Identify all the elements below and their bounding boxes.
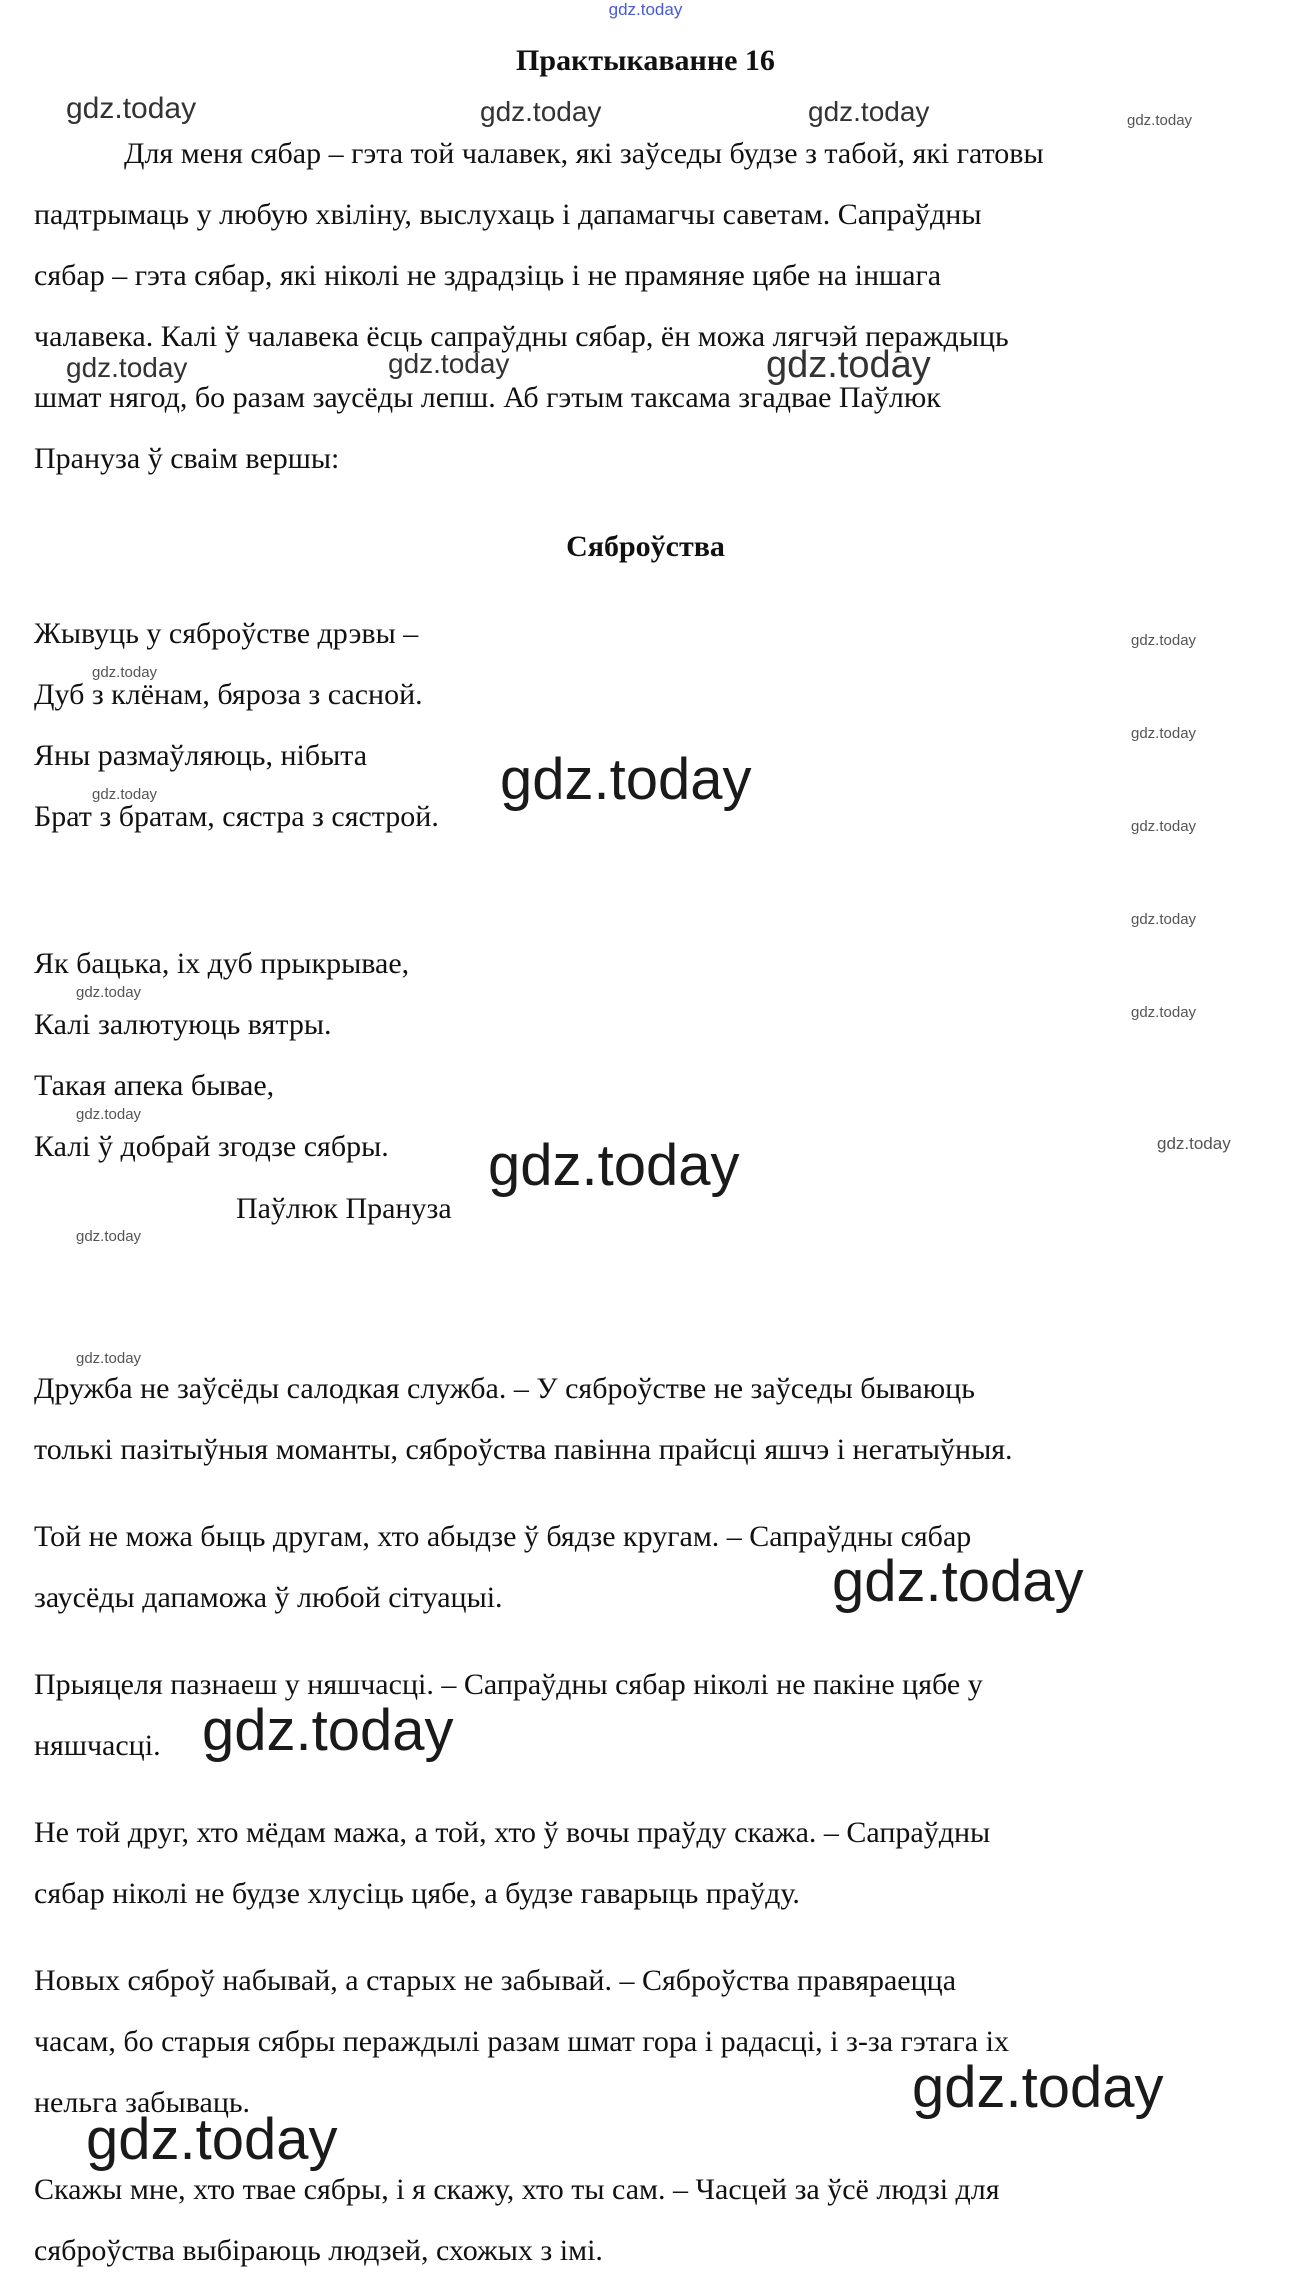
- intro-line: чалавека. Калі ў чалавека ёсць сапраўдны сябар, ён можа лягчэй пераждыць: [34, 320, 1009, 353]
- paragraph-line: заусёды дапаможа ў любой сітуацыі.: [34, 1581, 503, 1614]
- site-watermark-header: gdz.today: [608, 0, 683, 19]
- paragraph-line: сябар ніколі не будзе хлусіць цябе, а будзе гаварыць праўду.: [34, 1877, 800, 1910]
- paragraph-line: Не той друг, хто мёдам мажа, а той, хто ў вочы праўду скажа. – Сапраўдны: [34, 1816, 991, 1849]
- paragraph-line: няшчасці.: [34, 1729, 161, 1762]
- poem-author: Паўлюк Пранузa: [236, 1192, 452, 1225]
- proverb-paragraph: [34, 2159, 1254, 2281]
- poem-line: Дуб з клёнам, бяроза з сасной.: [34, 678, 423, 711]
- watermark-text: gdz.today: [1131, 725, 1197, 742]
- intro-line: сябар – гэта сябар, які ніколі не здрадзіць і не прамяняе цябе на іншага: [34, 259, 942, 292]
- poem-line: Як бацька, іх дуб прыкрывае,: [34, 947, 410, 980]
- intro-line: падтрымаць у любую хвіліну, выслухаць і дапамагчы саветам. Сапраўдны: [34, 198, 982, 231]
- watermark-text: gdz.today: [76, 1106, 142, 1123]
- poem-line: Калі залютуюць вятры.: [34, 1008, 332, 1041]
- watermark-text: gdz.today: [76, 984, 142, 1001]
- poem-line: Калі ў добрай згодзе сябры.: [34, 1130, 389, 1163]
- watermark-text: gdz.today: [92, 786, 158, 803]
- poem-line: Яны размаўляюць, нібыта: [34, 739, 368, 772]
- watermark-text: gdz.today: [66, 352, 188, 383]
- watermark-text: gdz.today: [202, 1698, 454, 1763]
- watermark-text: gdz.today: [912, 2055, 1164, 2120]
- paragraph-line: нельга забываць.: [34, 2086, 251, 2119]
- watermark-text: gdz.today: [66, 92, 197, 125]
- poem-title: Сяброўства: [566, 530, 725, 563]
- watermark-text: gdz.today: [1131, 1004, 1197, 1021]
- poem-line: Жывуць у сяброўстве дрэвы –: [34, 617, 419, 650]
- watermark-text: gdz.today: [388, 348, 510, 379]
- watermark-text: gdz.today: [766, 344, 931, 386]
- watermark-text: gdz.today: [1131, 818, 1197, 835]
- watermark-text: gdz.today: [1131, 632, 1197, 649]
- watermark-text: gdz.today: [500, 747, 752, 812]
- watermark-text: gdz.today: [92, 664, 158, 681]
- poem-line: Брат з братам, сястра з сястрой.: [34, 800, 439, 833]
- watermark-text: gdz.today: [832, 1549, 1084, 1614]
- watermark-text: gdz.today: [86, 2107, 338, 2172]
- intro-line: Для меня сябар – гэта той чалавек, які заўседы будзе з табой, які гатовы: [124, 137, 1044, 170]
- paragraph-line: сяброўства выбіраюць людзей, схожых з імі.: [34, 2234, 603, 2267]
- watermark-text: gdz.today: [1131, 911, 1197, 928]
- poem-line: Такая апека бывае,: [34, 1069, 275, 1102]
- watermark-text: gdz.today: [480, 96, 602, 127]
- paragraph-line: Прыяцеля пазнаеш у няшчасці. – Сапраўдны сябар ніколі не пакіне цябе у: [34, 1668, 983, 1701]
- paragraph-line: Скажы мне, хто твае сябры, і я скажу, хто ты сам. – Часцей за ўсё людзі для: [34, 2173, 1000, 2206]
- exercise-title: Практыкаванне 16: [516, 44, 775, 77]
- paragraph-line: часам, бо старыя сябры пераждылі разам шмат гора і радасці, і з-за гэтага іх: [34, 2025, 1009, 2058]
- proverb-paragraph: [34, 1358, 1254, 1480]
- paragraph-line: Новых сяброў набывай, а старых не забывай. – Сяброўства правяраецца: [34, 1964, 957, 1997]
- proverb-paragraph: [34, 1802, 1254, 1924]
- intro-paragraph: [34, 123, 1234, 489]
- paragraph-line: Той не можа быць другам, хто абыдзе ў бядзе кругам. – Сапраўдны сябар: [34, 1520, 972, 1553]
- watermark-text: gdz.today: [76, 1350, 142, 1367]
- intro-line: шмат нягод, бо разам заусёды лепш. Аб гэтым таксама згадвае Паўлюк: [34, 381, 941, 414]
- watermark-text: gdz.today: [1127, 112, 1193, 129]
- watermark-text: gdz.today: [808, 96, 930, 127]
- intro-line: Пранузa ў сваім вершы:: [34, 442, 340, 475]
- watermark-text: gdz.today: [1157, 1134, 1231, 1153]
- watermark-text: gdz.today: [76, 1228, 142, 1245]
- paragraph-line: Дружба не заўсёды салодкая служба. – У сяброўстве не заўседы бываюць: [34, 1372, 975, 1405]
- watermark-text: gdz.today: [488, 1133, 740, 1198]
- paragraph-line: толькі пазітыўныя моманты, сяброўства павінна прайсці яшчэ і негатыўныя.: [34, 1433, 1013, 1466]
